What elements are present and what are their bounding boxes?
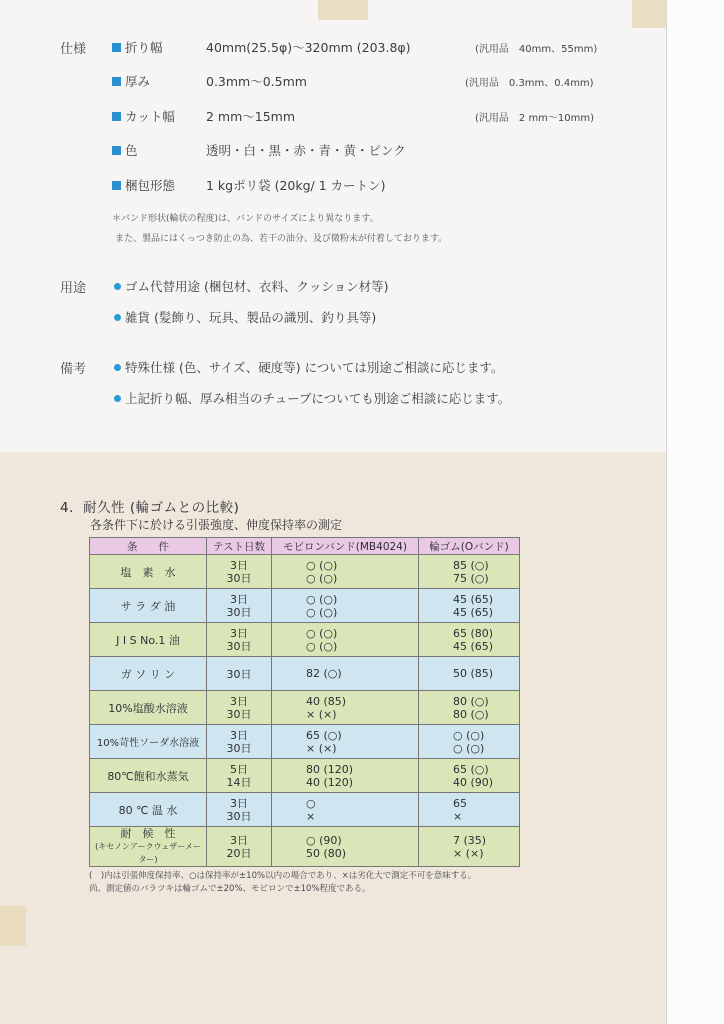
mobilon-cell: 82 (○): [272, 657, 419, 691]
days-cell: 3日 20日: [207, 827, 272, 867]
spec-note-1: ＊バンド形状(輪状の程度)は、バンドのサイズにより異なります。: [112, 214, 379, 224]
mobilon-cell: ○ (○) ○ (○): [272, 555, 419, 589]
spec-name-fold-width: 折り幅: [112, 38, 163, 56]
durability-subtitle: 各条件下に於ける引張強度、伸度保持率の測定: [90, 518, 343, 532]
rubber-cell: ○ (○) ○ (○): [419, 725, 520, 759]
days-cell: 3日 30日: [207, 623, 272, 657]
mobilon-cell: 40 (85) × (×): [272, 691, 419, 725]
rubber-cell: 7 (35) × (×): [419, 827, 520, 867]
condition-cell: 塩 素 水: [90, 555, 207, 589]
mobilon-cell: 80 (120) 40 (120): [272, 759, 419, 793]
condition-cell: 10%苛性ソーダ水溶液: [90, 725, 207, 759]
usage-label: 用途: [60, 281, 87, 296]
rubber-cell: 65 (○) 40 (90): [419, 759, 520, 793]
mobilon-cell: ○ (○) ○ (○): [272, 623, 419, 657]
mobilon-cell: ○ (90) 50 (80): [272, 827, 419, 867]
header-rubber: 輪ゴム(Oバンド): [419, 538, 520, 555]
rubber-cell: 65 ×: [419, 793, 520, 827]
square-bullet-icon: [112, 77, 121, 86]
square-bullet-icon: [112, 181, 121, 190]
rubber-cell: 80 (○) 80 (○): [419, 691, 520, 725]
table-row: [90, 623, 520, 657]
spec-general-thickness: (汎用品 0.3mm、0.4mm): [465, 78, 594, 89]
mobilon-cell: ○ ×: [272, 793, 419, 827]
days-cell: 3日 30日: [207, 725, 272, 759]
condition-cell: 80 ℃ 温 水: [90, 793, 207, 827]
remarks-item-1: 特殊仕様 (色、サイズ、硬度等) については別途ご相談に応じます。: [114, 358, 503, 376]
spec-general-fold-width: (汎用品 40mm、55mm): [475, 44, 598, 55]
page-edge: [666, 0, 724, 1024]
rubber-cell: 50 (85): [419, 657, 520, 691]
spec-value-packaging: 1 kgポリ袋 (20kg/ 1 カートン): [206, 178, 386, 193]
condition-cell: 10%塩酸水溶液: [90, 691, 207, 725]
days-cell: 3日 30日: [207, 589, 272, 623]
header-test-days: テスト日数: [207, 538, 272, 555]
spec-name-packaging: 梱包形態: [112, 176, 175, 194]
spec-value-thickness: 0.3mm～0.5mm: [206, 74, 307, 89]
condition-cell: ガ ソ リ ン: [90, 657, 207, 691]
rubber-cell: 65 (80) 45 (65): [419, 623, 520, 657]
days-cell: 3日 30日: [207, 793, 272, 827]
condition-cell: 80℃飽和水蒸気: [90, 759, 207, 793]
spec-name-thickness: 厚み: [112, 72, 150, 90]
spec-name-color: 色: [112, 141, 138, 159]
table-row: [90, 589, 520, 623]
table-header-row: [90, 538, 520, 555]
table-row: [90, 691, 520, 725]
mobilon-cell: 65 (○) × (×): [272, 725, 419, 759]
tape-mark: [0, 906, 26, 946]
durability-table: [89, 537, 520, 867]
condition-cell: 耐 候 性 (キセノンアークウェザーメーター): [90, 827, 207, 867]
days-cell: 3日 30日: [207, 555, 272, 589]
tape-mark: [318, 0, 368, 20]
dot-bullet-icon: [114, 364, 121, 371]
durability-title: 4．耐久性 (輪ゴムとの比較): [60, 500, 240, 516]
table-row: [90, 657, 520, 691]
table-row: [90, 725, 520, 759]
spec-value-fold-width: 40mm(25.5φ)～320mm (203.8φ): [206, 40, 411, 55]
spec-label: 仕様: [60, 42, 87, 57]
spec-value-color: 透明・白・黒・赤・青・黄・ピンク: [206, 143, 406, 158]
days-cell: 30日: [207, 657, 272, 691]
usage-item-2: 雑貨 (髪飾り、玩具、製品の識別、釣り具等): [114, 308, 376, 326]
square-bullet-icon: [112, 112, 121, 121]
spec-value-cut-width: 2 mm～15mm: [206, 109, 296, 124]
upper-panel: [0, 0, 666, 452]
rubber-cell: 85 (○) 75 (○): [419, 555, 520, 589]
footnote-2: 尚、測定値のバラツキは輪ゴムで±20%、モビロンで±10%程度である。: [89, 884, 371, 894]
condition-cell: サ ラ ダ 油: [90, 589, 207, 623]
rubber-cell: 45 (65) 45 (65): [419, 589, 520, 623]
square-bullet-icon: [112, 43, 121, 52]
spec-general-cut-width: (汎用品 2 mm～10mm): [475, 113, 595, 124]
square-bullet-icon: [112, 146, 121, 155]
footnote-1: ( )内は引張伸度保持率、○は保持率が±10%以内の場合であり、×は劣化大で測定不可を意味する。: [89, 871, 477, 881]
header-mobilon: モビロンバンド(MB4024): [272, 538, 419, 555]
condition-cell: J I S No.1 油: [90, 623, 207, 657]
table-row: [90, 555, 520, 589]
dot-bullet-icon: [114, 283, 121, 290]
dot-bullet-icon: [114, 314, 121, 321]
remarks-label: 備考: [60, 362, 87, 377]
usage-item-1: ゴム代替用途 (梱包材、衣料、クッション材等): [114, 277, 388, 295]
spec-note-2: また、製品にはくっつき防止の為、若干の油分、及び微粉末が付着しております。: [115, 234, 448, 244]
table-row: [90, 793, 520, 827]
table-row: [90, 827, 520, 867]
tape-mark: [632, 0, 666, 28]
mobilon-cell: ○ (○) ○ (○): [272, 589, 419, 623]
days-cell: 3日 30日: [207, 691, 272, 725]
dot-bullet-icon: [114, 395, 121, 402]
header-condition: 条 件: [90, 538, 207, 555]
remarks-item-2: 上記折り幅、厚み相当のチューブについても別途ご相談に応じます。: [114, 389, 510, 407]
spec-name-cut-width: カット幅: [112, 107, 175, 125]
days-cell: 5日 14日: [207, 759, 272, 793]
table-row: [90, 759, 520, 793]
